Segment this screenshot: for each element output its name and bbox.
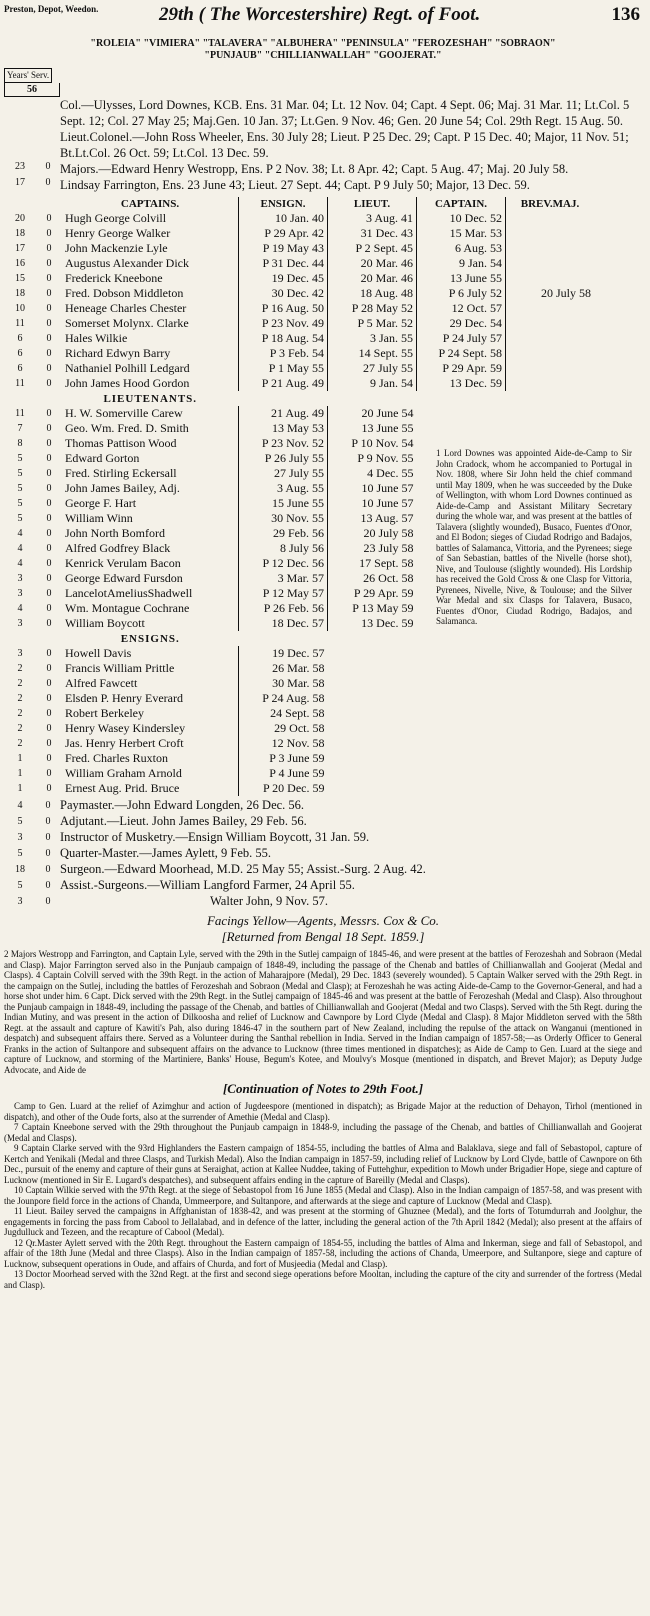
date-bm: [506, 301, 595, 316]
half-pay-years: 0: [46, 543, 52, 554]
officer-name: Hales Wilkie: [65, 331, 128, 345]
footnote: 11 Lieut. Bailey served the campaigns in Affghanistan of 1838-42, and was present at the storming of Ghuznee (Medal), and the forts of Totumdurrah and Joolghur, the engagements in forcing the pass from Cabool to Jellalabad, and in defence of the latter, including the general action of the 7th April 1842 (Medal); also present at the affairs of Jugdulluck and Tezeen, and the recapture of Cabool (Medal).: [4, 1206, 642, 1237]
officer-row: [4, 691, 594, 706]
date-ens: 30 Nov. 55: [239, 511, 328, 526]
staff-text: Quarter-Master.—James Aylett, 9 Feb. 55.: [60, 846, 272, 860]
officer-name: Somerset Molynx. Clarke: [65, 316, 189, 330]
half-pay-years: 0: [46, 438, 52, 449]
full-pay-years: 3: [17, 896, 23, 907]
officer-name: Geo. Wm. Fred. D. Smith: [65, 421, 189, 435]
half-pay-years: 0: [46, 408, 52, 419]
date-lt: 18 Aug. 48: [328, 286, 417, 301]
half-pay-years: 0: [46, 618, 52, 629]
date-bm: 20 July 58: [506, 286, 595, 301]
half-pay-years: 0: [46, 258, 52, 269]
officer-row: [4, 736, 594, 751]
staff-row: [4, 862, 642, 878]
date-lt: 3 Jan. 55: [328, 331, 417, 346]
officer-name: Henry George Walker: [65, 226, 171, 240]
date-cap: P 6 July 52: [417, 286, 506, 301]
senior-officer-text: Lindsay Farrington, Ens. 23 June 43; Lieut. 27 Sept. 44; Capt. P 9 July 50; Major, 13 Dec. 59.: [60, 178, 530, 192]
lieut-header: LIEUT.: [328, 197, 417, 211]
date-bm: [506, 256, 595, 271]
senior-officers: [4, 97, 642, 193]
officer-row: [4, 766, 594, 781]
officer-name: Alfred Godfrey Black: [65, 541, 171, 555]
full-pay-years: 6: [17, 348, 23, 359]
date-cap: 12 Oct. 57: [417, 301, 506, 316]
half-pay-years: 0: [46, 693, 52, 704]
half-pay-years: 0: [46, 558, 52, 569]
officer-name: Thomas Pattison Wood: [65, 436, 177, 450]
full-pay-years: 5: [17, 880, 23, 891]
full-pay-years: 3: [17, 832, 23, 843]
full-pay-years: 2: [17, 678, 23, 689]
officer-name: John James Hood Gordon: [65, 376, 190, 390]
full-pay-years: 17: [15, 243, 25, 254]
full-pay-years: 20: [15, 213, 25, 224]
officer-row: [4, 781, 594, 796]
footnote: 10 Captain Wilkie served with the 97th Regt. at the siege of Sebastopol from 16 June 1855 (Medal and Clasp). Also in the Indian campaign of 1857-58, and was present with the Jounpore field force in the actions of Chanda, Ummeerpore, and Sultanpore, and afterwards at the siege and capture of Lucknow (Medal and Clasp).: [4, 1185, 642, 1206]
officer-row: [4, 376, 594, 391]
date-ens: P 23 Nov. 52: [239, 436, 328, 451]
date-ens: P 12 May 57: [239, 586, 328, 601]
staff-row: [4, 830, 642, 846]
honours-line-1: "ROLEIA" "VIMIERA" "TALAVERA" "ALBUHERA" "PENINSULA" "FEROZESHAH" "SOBRAON": [90, 38, 556, 49]
senior-officer-row: [4, 161, 642, 177]
date-ens: 10 Jan. 40: [239, 211, 328, 226]
half-pay-years: 0: [45, 800, 51, 811]
full-pay-years: 11: [15, 408, 25, 419]
staff-text: Assist.-Surgeons.—William Langford Farmer, 24 April 55.: [60, 878, 355, 892]
full-pay-years: 10: [15, 303, 25, 314]
half-pay-years: 0: [45, 161, 51, 172]
date-cap: P 24 Sept. 58: [417, 346, 506, 361]
captain-header: CAPTAIN.: [417, 197, 506, 211]
date-ens: P 31 Dec. 44: [239, 256, 328, 271]
date-ens: 21 Aug. 49: [239, 406, 328, 421]
half-pay-years: 0: [46, 483, 52, 494]
date-ens: 26 Mar. 58: [239, 661, 328, 676]
half-pay-years: 0: [46, 333, 52, 344]
senior-officer-row: [4, 129, 642, 161]
officer-row: [4, 406, 594, 421]
date-ens: 29 Oct. 58: [239, 721, 328, 736]
date-lt: 23 July 58: [328, 541, 417, 556]
ensign-header: ENSIGN.: [239, 197, 328, 211]
date-ens: 3 Mar. 57: [239, 571, 328, 586]
officer-row: [4, 241, 594, 256]
notes-bottom: [4, 1101, 642, 1290]
full-pay-years: 5: [17, 468, 23, 479]
half-pay-years: 0: [45, 880, 51, 891]
officer-row: [4, 211, 594, 226]
half-pay-years: 0: [46, 753, 52, 764]
officer-name: Wm. Montague Cochrane: [65, 601, 190, 615]
date-bm: [506, 376, 595, 391]
officer-row: [4, 676, 594, 691]
officer-name: H. W. Somerville Carew: [65, 406, 183, 420]
date-lt: 10 June 57: [328, 481, 417, 496]
officer-row: [4, 331, 594, 346]
honours-line-2: "PUNJAUB" "CHILLIANWALLAH" "GOOJERAT.": [204, 50, 442, 61]
page-title: 29th ( The Worcestershire) Regt. of Foot.: [159, 4, 481, 25]
date-lt: 26 Oct. 58: [328, 571, 417, 586]
staff-text: Walter John, 9 Nov. 57.: [210, 894, 328, 908]
officer-name: Richard Edwyn Barry: [65, 346, 171, 360]
officer-name: William Graham Arnold: [65, 766, 182, 780]
officer-name: George F. Hart: [65, 496, 137, 510]
continuation-title: [Continuation of Notes to 29th Foot.]: [222, 1081, 424, 1096]
senior-officer-row: [4, 97, 642, 129]
half-pay-years: 0: [46, 768, 52, 779]
officer-row: [4, 286, 594, 301]
half-pay-years: 0: [45, 832, 51, 843]
date-ens: 27 July 55: [239, 466, 328, 481]
page-number: 136: [611, 4, 640, 25]
full-pay-years: 11: [15, 318, 25, 329]
staff-text: Surgeon.—Edward Moorhead, M.D. 25 May 55; Assist.-Surg. 2 Aug. 42.: [60, 862, 426, 876]
table-header-row: [4, 197, 594, 211]
full-pay-years: 4: [17, 528, 23, 539]
date-lt: 14 Sept. 55: [328, 346, 417, 361]
half-pay-years: 0: [46, 363, 52, 374]
date-ens: P 23 Nov. 49: [239, 316, 328, 331]
full-pay-years: 2: [17, 738, 23, 749]
full-pay-years: 5: [17, 453, 23, 464]
half-pay-years: 0: [45, 177, 51, 188]
battle-honours: [4, 38, 642, 62]
staff-list: [4, 798, 642, 910]
officer-row: [4, 316, 594, 331]
half-pay-years: 0: [46, 318, 52, 329]
date-lt: P 13 May 59: [328, 601, 417, 616]
full-pay-years: 17: [15, 177, 25, 188]
officer-row: [4, 421, 594, 436]
date-lt: 27 July 55: [328, 361, 417, 376]
date-ens: P 21 Aug. 49: [239, 376, 328, 391]
half-pay-years: 0: [46, 243, 52, 254]
officer-name: John Mackenzie Lyle: [65, 241, 168, 255]
date-cap: 29 Dec. 54: [417, 316, 506, 331]
staff-row: [4, 878, 642, 894]
date-lt: P 10 Nov. 54: [328, 436, 417, 451]
full-pay-years: 23: [15, 161, 25, 172]
date-lt: P 5 Mar. 52: [328, 316, 417, 331]
years-service-label: Years' Serv.: [4, 68, 52, 83]
date-lt: 3 Aug. 41: [328, 211, 417, 226]
date-ens: 30 Mar. 58: [239, 676, 328, 691]
date-ens: P 26 Feb. 56: [239, 601, 328, 616]
date-ens: 15 June 55: [239, 496, 328, 511]
full-pay-years: 6: [17, 363, 23, 374]
half-pay-years: 0: [46, 498, 52, 509]
page-header: [4, 4, 642, 66]
staff-text: Adjutant.—Lieut. John James Bailey, 29 Feb. 56.: [60, 814, 307, 828]
date-ens: 3 Aug. 55: [239, 481, 328, 496]
full-pay-years: 5: [17, 498, 23, 509]
half-pay-years: 0: [46, 303, 52, 314]
date-lt: P 28 May 52: [328, 301, 417, 316]
officer-name: William Winn: [65, 511, 133, 525]
half-pay-years: 0: [46, 378, 52, 389]
officer-name: Edward Gorton: [65, 451, 140, 465]
date-lt: 20 July 58: [328, 526, 417, 541]
officer-row: [4, 271, 594, 286]
half-pay-years: 0: [46, 273, 52, 284]
returned-line: [Returned from Bengal 18 Sept. 1859.]: [221, 929, 425, 944]
date-lt: 4 Dec. 55: [328, 466, 417, 481]
full-pay-years: 5: [17, 848, 23, 859]
depot-label: Preston, Depot, Weedon.: [4, 4, 99, 14]
half-pay-years: 0: [46, 573, 52, 584]
full-pay-years: 16: [15, 258, 25, 269]
officer-name: Fred. Dobson Middleton: [65, 286, 184, 300]
full-pay-years: 4: [17, 800, 23, 811]
date-lt: P 9 Nov. 55: [328, 451, 417, 466]
date-lt: 9 Jan. 54: [328, 376, 417, 391]
date-ens: 18 Dec. 57: [239, 616, 328, 631]
officer-name: LancelotAmeliusShadwell: [65, 586, 193, 600]
date-ens: P 1 May 55: [239, 361, 328, 376]
date-bm: [506, 316, 595, 331]
date-lt: 17 Sept. 58: [328, 556, 417, 571]
full-pay-years: 4: [17, 543, 23, 554]
officer-name: Fred. Stirling Eckersall: [65, 466, 177, 480]
date-cap: P 29 Apr. 59: [417, 361, 506, 376]
footnote: 9 Captain Clarke served with the 93rd Highlanders the Eastern campaign of 1854-55, including the battles of Alma and Balaklava, siege and fall of Sebastopol, capture of Kertch and Yenikali (Medal and three Clasps, and Turkish Medal). Also the Indian campaign in 1857-59, including relief of Lucknow by Lord Clyde, battle of Cawnpore on 6th Dec., pursuit of the enemy and capture of their guns at Seraighat, action at Kallee Nuddee, taking of Futtehghur, expedition to Mowh under Brigadier Hope, siege and capture of Lucknow (mentioned in Sir E. Lugard's despatches), and subsequent affairs ending in the capture of Bareilly (Medal and Clasps).: [4, 1143, 642, 1185]
lieutenants-heading: [4, 391, 594, 406]
full-pay-years: 5: [17, 513, 23, 524]
officer-name: Heneage Charles Chester: [65, 301, 187, 315]
staff-row: [4, 894, 642, 910]
date-ens: P 3 June 59: [239, 751, 328, 766]
half-pay-years: 0: [46, 648, 52, 659]
date-cap: P 24 July 57: [417, 331, 506, 346]
staff-row: [4, 798, 642, 814]
officer-row: [4, 661, 594, 676]
officer-name: George Edward Fursdon: [65, 571, 183, 585]
side-note: 1 Lord Downes was appointed Aide-de-Camp to Sir John Cradock, whom he accompanied to Portugal in Nov. 1808, where Sir John held the chief command until May 1809, when he was succeeded by the Duke of Wellington, with whom Lord Downes continued as Aide-de-Camp and Assistant Military Secretary during the whole war, and was present at the battles of Talavera (slightly wounded), Busaco, Fuentes d'Onor, and El Bodon; sieges of Ciudad Rodrigo and Badajos, battles of Salamanca, Vittoria, and the Pyrenees; siege of San Sebastian, battles of the Nivelle (horse shot), Nive, and Toulouse (slightly wounded). His Lordship has received the Gold Cross & one Clasp for Vittoria, Pyrenees, Nivelle, Nive, & Toulouse; and the Silver War Medal and six Clasps for Talavera, Busaco, Fuentes d'Onor, Ciudad Rodrigo, Badajos, and Salamanca.: [436, 448, 632, 626]
officer-name: Augustus Alexander Dick: [65, 256, 189, 270]
officer-name: Howell Davis: [65, 646, 132, 660]
date-lt: 20 Mar. 46: [328, 271, 417, 286]
date-ens: P 12 Dec. 56: [239, 556, 328, 571]
footnote: 12 Qr.Master Aylett served with the 20th Regt. throughout the Eastern campaign of 1854-55, including the battles of Alma and Inkerman, siege and fall of Sebastopol, and affair of the 18th June (Medal and three Clasps). Also in the Indian campaign of 1857-58, including the actions of Chanda, Umeerpore, and Sultanpore, siege and capture of Lucknow, subsequent operations in Oude, and affairs of Churda, and fort of Musjeedia (Medal and Clasp).: [4, 1237, 642, 1269]
full-pay-years: 2: [17, 708, 23, 719]
half-pay-years: 0: [46, 348, 52, 359]
officer-name: Nathaniel Polhill Ledgard: [65, 361, 190, 375]
officer-row: [4, 361, 594, 376]
officer-name: Francis William Prittle: [65, 661, 175, 675]
lieutenants-heading-label: LIEUTENANTS.: [103, 392, 198, 405]
date-lt: 13 Aug. 57: [328, 511, 417, 526]
officer-name: Robert Berkeley: [65, 706, 144, 720]
full-pay-years: 4: [17, 558, 23, 569]
date-ens: 19 Dec. 45: [239, 271, 328, 286]
half-pay-years: 0: [46, 213, 52, 224]
half-pay-years: 0: [46, 783, 52, 794]
date-cap: 6 Aug. 53: [417, 241, 506, 256]
full-pay-years: 18: [15, 864, 25, 875]
full-pay-years: 18: [15, 288, 25, 299]
full-pay-years: 3: [17, 618, 23, 629]
half-pay-years: 0: [46, 228, 52, 239]
half-pay-years: 0: [46, 513, 52, 524]
half-pay-years: 0: [46, 453, 52, 464]
full-pay-years: 4: [17, 603, 23, 614]
officer-row: [4, 721, 594, 736]
officer-name: Hugh George Colvill: [65, 211, 167, 225]
date-lt: P 29 Apr. 59: [328, 586, 417, 601]
staff-text: Instructor of Musketry.—Ensign William Boycott, 31 Jan. 59.: [60, 830, 370, 844]
facings-line: Facings Yellow—Agents, Messrs. Cox & Co.: [206, 913, 440, 928]
date-lt: 31 Dec. 43: [328, 226, 417, 241]
date-ens: 12 Nov. 58: [239, 736, 328, 751]
officer-name: William Boycott: [65, 616, 145, 630]
date-lt: 20 June 54: [328, 406, 417, 421]
half-pay-years: 0: [46, 423, 52, 434]
date-lt: 13 June 55: [328, 421, 417, 436]
date-bm: [506, 271, 595, 286]
army-list-page: [4, 4, 642, 1290]
date-cap: 9 Jan. 54: [417, 256, 506, 271]
full-pay-years: 11: [15, 378, 25, 389]
half-pay-years: 0: [45, 896, 51, 907]
date-cap: 15 Mar. 53: [417, 226, 506, 241]
full-pay-years: 2: [17, 693, 23, 704]
staff-row: [4, 846, 642, 862]
staff-row: [4, 814, 642, 830]
senior-officer-row: [4, 177, 642, 193]
full-pay-years: 3: [17, 588, 23, 599]
date-cap: 13 June 55: [417, 271, 506, 286]
officer-row: [4, 301, 594, 316]
date-bm: [506, 241, 595, 256]
date-lt: 13 Dec. 59: [328, 616, 417, 631]
years-service-number: 56: [4, 83, 60, 97]
staff-text: Paymaster.—John Edward Longden, 26 Dec. 56.: [60, 798, 305, 812]
half-pay-years: 0: [46, 678, 52, 689]
full-pay-years: 3: [17, 648, 23, 659]
half-pay-years: 0: [46, 528, 52, 539]
date-lt: P 2 Sept. 45: [328, 241, 417, 256]
date-ens: P 16 Aug. 50: [239, 301, 328, 316]
date-ens: P 24 Aug. 58: [239, 691, 328, 706]
date-ens: P 20 Dec. 59: [239, 781, 328, 796]
officer-name: John North Bomford: [65, 526, 165, 540]
date-ens: P 4 June 59: [239, 766, 328, 781]
officer-name: Frederick Kneebone: [65, 271, 163, 285]
half-pay-years: 0: [45, 864, 51, 875]
date-bm: [506, 361, 595, 376]
notes-top: 2 Majors Westropp and Farrington, and Captain Lyle, served with the 29th in the Sutlej campaign of 1845-46, and were present at the battles of Ferozeshah and Sobraon (Medal and Clasp). Major Farrington served also in the Punjaub campaign of 1848-49, including the passage of the Chenab and battles of Chillianwallah and Goojerat (Medal and Clasps). 4 Captain Colvill served with the 39th Regt. in the action of Maharajpore (Medal), 29 Dec. 1843 (severely wounded). 5 Captain Walker served with the 29th Regt. in the campaign on the Sutlej, including the battles of Ferozeshah and Sobraon (Medal and Clasp); at Ferozeshah he was acting Aide-de-Camp to the Governor-General, and had a horse shot under him. 6 Capt. Dick served with the 29th Regt. in the Sutlej campaign of 1845-46 and was present at the battle of Ferozeshah (Medal and Clasp). Also throughout the Punjaub campaign in 1848-49, including the passage of the Chenab, and battles of Chillianwallah and Goojerat (Medal and two Clasps). Served with the 5th Regt. during the Indian Mutiny, and was present in the action of Dilkoosha and relief of Lucknow and Cawnpore by Lord Clyde (Medal and Clasp). 8 Major Middleton served with the 58th Regt. at the assault and capture of Kawiti's Pah, also during 1846-47 in the southern part of New Zealand, including the repulse of the attack on Wanganui (mentioned in despatch) and subsequent affairs there. Served as a Volunteer during the Santhal rebellion in India. Served in the Indian campaign of 1857-58;—as Orderly Officer to General Franks in the action of Sultanpore and subsequent affairs on the advance to Lucknow (three times mentioned in dispatches); as Aide de Camp to Gen. Luard at the siege and capture of Lucknow, and storming of the Martiniere, Banks' House, Begum's Kotee, and Moulvy's Mosque (mentioned in dispatch, and Brevet Major); as Deputy Judge Advocate, and Aide de: [4, 949, 642, 1075]
date-ens: 24 Sept. 58: [239, 706, 328, 721]
date-bm: [506, 211, 595, 226]
footnote: 7 Captain Kneebone served with the 29th throughout the Punjaub campaign in 1848-9, including the passage of the Chenab, and battles of Chillianwallah and Goojerat (Medal and Clasps).: [4, 1122, 642, 1143]
half-pay-years: 0: [46, 663, 52, 674]
date-ens: 19 Dec. 57: [239, 646, 328, 661]
half-pay-years: 0: [45, 816, 51, 827]
officer-name: Fred. Charles Ruxton: [65, 751, 168, 765]
half-pay-years: 0: [46, 723, 52, 734]
ensigns-heading-label: ENSIGNS.: [120, 632, 180, 645]
full-pay-years: 15: [15, 273, 25, 284]
full-pay-years: 6: [17, 333, 23, 344]
half-pay-years: 0: [45, 848, 51, 859]
officer-name: Kenrick Verulam Bacon: [65, 556, 181, 570]
date-ens: P 26 July 55: [239, 451, 328, 466]
full-pay-years: 18: [15, 228, 25, 239]
full-pay-years: 8: [17, 438, 23, 449]
date-ens: P 29 Apr. 42: [239, 226, 328, 241]
officer-row: [4, 646, 594, 661]
officer-name: Jas. Henry Herbert Croft: [65, 736, 184, 750]
date-ens: 30 Dec. 42: [239, 286, 328, 301]
half-pay-years: 0: [46, 738, 52, 749]
full-pay-years: 7: [17, 423, 23, 434]
full-pay-years: 2: [17, 723, 23, 734]
date-ens: 8 July 56: [239, 541, 328, 556]
senior-officer-text: Lieut.Colonel.—John Ross Wheeler, Ens. 30 July 28; Lieut. P 25 Dec. 29; Capt. P 15 Dec. 40; Major, 11 Nov. 51; Bt.Lt.Col. 26 Oct. 59; Lt.Col. 13 Dec. 59.: [60, 130, 629, 160]
brevet-header: BREV.MAJ.: [506, 197, 595, 211]
full-pay-years: 5: [17, 816, 23, 827]
ensigns-heading: [4, 631, 594, 646]
senior-officer-text: Majors.—Edward Henry Westropp, Ens. P 2 Nov. 38; Lt. 8 Apr. 42; Capt. 5 Aug. 47; Maj. 20 July 58.: [60, 162, 569, 176]
officer-name: Elsden P. Henry Everard: [65, 691, 183, 705]
half-pay-years: 0: [46, 588, 52, 599]
date-lt: 10 June 57: [328, 496, 417, 511]
senior-officer-text: Col.—Ulysses, Lord Downes, KCB. Ens. 31 Mar. 04; Lt. 12 Nov. 04; Capt. 4 Sept. 06; Maj. 31 Mar. 11; Lt.Col. 5 Sept. 12; Col. 27 May 25; Maj.Gen. 10 Jan. 37; Lt.Gen. 9 Nov. 46; Gen. 20 June 54; Col. 29th Regt. 15 Aug. 50.: [60, 98, 630, 128]
officer-name: Henry Wasey Kindersley: [65, 721, 186, 735]
half-pay-years: 0: [46, 708, 52, 719]
full-pay-years: 1: [17, 768, 23, 779]
half-pay-years: 0: [46, 288, 52, 299]
officer-row: [4, 256, 594, 271]
full-pay-years: 2: [17, 663, 23, 674]
full-pay-years: 3: [17, 573, 23, 584]
date-bm: [506, 346, 595, 361]
date-ens: 29 Feb. 56: [239, 526, 328, 541]
captains-header: CAPTAINS.: [120, 198, 180, 210]
officer-name: Ernest Aug. Prid. Bruce: [65, 781, 180, 795]
officer-row: [4, 751, 594, 766]
date-ens: P 3 Feb. 54: [239, 346, 328, 361]
footnote: Camp to Gen. Luard at the relief of Azimghur and action of Jugdeespore (mentioned in dispatch); as Brigade Major at the reduction of Dehayon, Tirhol (mentioned in dispatch), and other of the Oude forts, also at the surrender of Amethie (Medal and Clasp).: [4, 1101, 642, 1122]
footnote: 13 Doctor Moorhead served with the 32nd Regt. at the first and second siege operations before Mooltan, including the capture of the city and surrender of the fortress (Medal and Clasp).: [4, 1269, 642, 1290]
service-labels: [4, 68, 642, 97]
officer-row: [4, 706, 594, 721]
full-pay-years: 5: [17, 483, 23, 494]
date-cap: 10 Dec. 52: [417, 211, 506, 226]
officer-row: [4, 346, 594, 361]
date-cap: 13 Dec. 59: [417, 376, 506, 391]
date-bm: [506, 331, 595, 346]
date-bm: [506, 226, 595, 241]
officer-name: John James Bailey, Adj.: [65, 481, 180, 495]
officer-row: [4, 226, 594, 241]
full-pay-years: 1: [17, 753, 23, 764]
full-pay-years: 1: [17, 783, 23, 794]
date-lt: 20 Mar. 46: [328, 256, 417, 271]
date-ens: P 19 May 43: [239, 241, 328, 256]
half-pay-years: 0: [46, 468, 52, 479]
date-ens: P 18 Aug. 54: [239, 331, 328, 346]
date-ens: 13 May 53: [239, 421, 328, 436]
officer-name: Alfred Fawcett: [65, 676, 138, 690]
half-pay-years: 0: [46, 603, 52, 614]
